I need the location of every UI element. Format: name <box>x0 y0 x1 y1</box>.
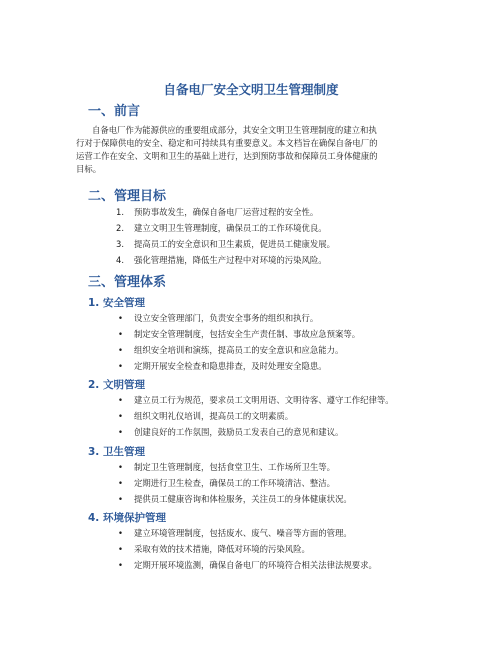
bullet-item: 设立安全管理部门，负责安全事务的组织和执行。 <box>134 313 319 323</box>
bullet-marker: • <box>118 329 123 339</box>
bullet-item: 定期开展环境监测，确保自备电厂的环境符合相关法律法规要求。 <box>134 560 377 570</box>
bullet-item: 建立员工行为规范，要求员工文明用语、文明待客、遵守工作纪律等。 <box>134 395 394 405</box>
bullet-marker: • <box>118 361 123 371</box>
bullet-marker: • <box>118 427 123 437</box>
list-number: 2. <box>116 223 124 233</box>
goal-item: 强化管理措施，降低生产过程中对环境的污染风险。 <box>134 255 327 265</box>
bullet-item: 定期进行卫生检查，确保员工的工作环境清洁、整洁。 <box>134 478 335 488</box>
section-heading-goals: 二、管理目标 <box>88 189 167 204</box>
subsection-heading-safety: 1. 安全管理 <box>88 297 145 309</box>
bullet-marker: • <box>118 462 123 472</box>
bullet-marker: • <box>118 411 123 421</box>
bullet-marker: • <box>118 345 123 355</box>
bullet-marker: • <box>118 478 123 488</box>
bullet-marker: • <box>118 544 123 554</box>
bullet-item: 组织文明礼仪培训，提高员工的文明素质。 <box>134 411 294 421</box>
goal-item: 预防事故发生，确保自备电厂运营过程的安全性。 <box>134 207 319 217</box>
bullet-marker: • <box>118 395 123 405</box>
bullet-marker: • <box>118 494 123 504</box>
paragraph-line: 行对于保障供电的安全、稳定和可持续具有重要意义。本文档旨在确保自备电厂的 <box>76 138 378 148</box>
subsection-heading-environment: 4. 环境保护管理 <box>88 512 166 524</box>
section-heading-preface: 一、前言 <box>88 104 141 119</box>
document-title: 自备电厂安全文明卫生管理制度 <box>163 82 339 97</box>
goal-item: 建立文明卫生管理制度，确保员工的工作环境优良。 <box>134 223 327 233</box>
bullet-item: 创建良好的工作氛围，鼓励员工发表自己的意见和建议。 <box>134 427 344 437</box>
bullet-marker: • <box>118 528 123 538</box>
bullet-item: 建立环境管理制度，包括废水、废气、噪音等方面的管理。 <box>134 528 352 538</box>
paragraph-line: 目标。 <box>76 164 102 174</box>
bullet-item: 制定安全管理制度，包括安全生产责任制、事故应急预案等。 <box>134 329 361 339</box>
paragraph-line: 运营工作在安全、文明和卫生的基础上进行，达到预防事故和保障员工身体健康的 <box>76 151 378 161</box>
bullet-item: 组织安全培训和演练，提高员工的安全意识和应急能力。 <box>134 345 344 355</box>
goal-item: 提高员工的安全意识和卫生素质，促进员工健康发展。 <box>134 239 335 249</box>
list-number: 4. <box>116 255 124 265</box>
section-heading-system: 三、管理体系 <box>88 275 167 290</box>
subsection-heading-civility: 2. 文明管理 <box>88 379 145 391</box>
paragraph-line: 自备电厂作为能源供应的重要组成部分，其安全文明卫生管理制度的建立和执 <box>92 125 377 135</box>
list-number: 3. <box>116 239 124 249</box>
bullet-item: 采取有效的技术措施，降低对环境的污染风险。 <box>134 544 310 554</box>
bullet-item: 制定卫生管理制度，包括食堂卫生、工作场所卫生等。 <box>134 462 335 472</box>
bullet-item: 定期开展安全检查和隐患排查，及时处理安全隐患。 <box>134 361 327 371</box>
bullet-marker: • <box>118 560 123 570</box>
bullet-marker: • <box>118 313 123 323</box>
list-number: 1. <box>116 207 124 217</box>
subsection-heading-hygiene: 3. 卫生管理 <box>88 446 145 458</box>
bullet-item: 提供员工健康咨询和体检服务，关注员工的身体健康状况。 <box>134 494 352 504</box>
